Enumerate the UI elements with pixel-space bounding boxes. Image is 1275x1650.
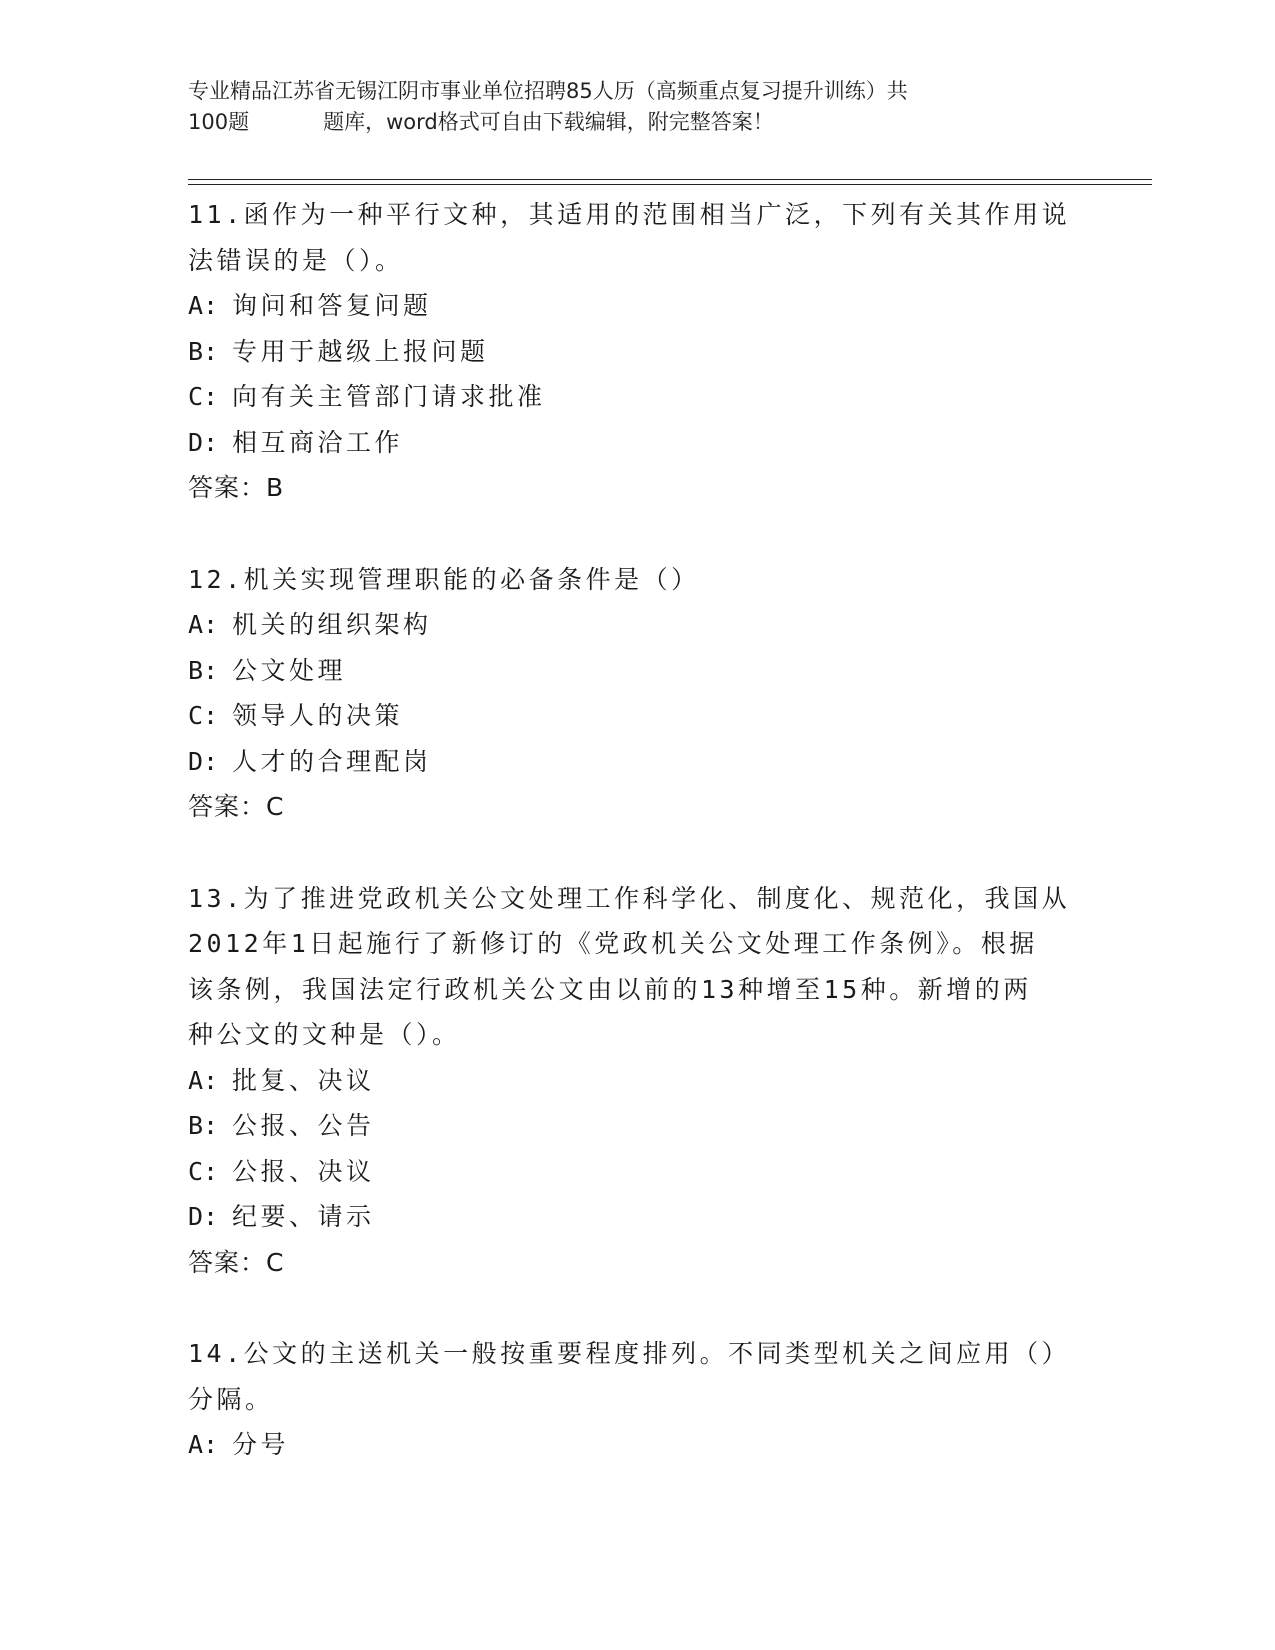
option-text: 相互商洽工作	[232, 427, 404, 457]
question-11	[188, 192, 1088, 511]
option-text: 公报、决议	[232, 1156, 375, 1186]
option-letter: D:	[188, 746, 219, 776]
option-text: 机关的组织架构	[232, 610, 432, 639]
option-a	[188, 1422, 1088, 1468]
question-stem-line: 法错误的是（）。	[188, 245, 404, 275]
option-b	[188, 329, 1088, 375]
option-d	[188, 739, 1088, 785]
option-a	[188, 1058, 1088, 1104]
question-stem-line: 2012年1日起施行了新修订的《党政机关公文处理工作条例》。根据	[188, 929, 1038, 958]
answer-line: 答案：C	[188, 1247, 285, 1277]
header-line-2	[188, 107, 1088, 138]
option-letter: B:	[188, 655, 219, 685]
header-divider-top	[188, 179, 1152, 180]
option-letter: D:	[188, 1202, 219, 1231]
option-text: 批复、决议	[232, 1065, 375, 1095]
option-c	[188, 1149, 1088, 1195]
option-letter: A:	[188, 1430, 219, 1459]
option-text: 专用于越级上报问题	[232, 336, 489, 366]
option-letter: A:	[188, 1065, 219, 1095]
question-13	[188, 876, 1088, 1286]
option-a	[188, 283, 1088, 329]
option-text: 公报、公告	[232, 1111, 375, 1140]
header-divider-bottom	[188, 184, 1152, 185]
option-letter: B:	[188, 1111, 219, 1140]
header-line-1: 专业精品江苏省无锡江阴市事业单位招聘85人历（高频重点复习提升训练）共	[188, 79, 908, 103]
question-stem-line: 种公文的文种是（）。	[188, 1020, 461, 1049]
option-text: 领导人的决策	[232, 701, 404, 730]
header-question-count: 100题	[188, 110, 250, 134]
answer-line: 答案：B	[188, 473, 285, 502]
question-stem-line: 11.函作为一种平行文种，其适用的范围相当广泛，下列有关其作用说	[188, 200, 1071, 229]
answer-line: 答案：C	[188, 792, 285, 821]
option-letter: C:	[188, 1156, 219, 1186]
question-list	[188, 192, 1088, 1468]
option-letter: D:	[188, 427, 219, 457]
option-text: 分号	[232, 1430, 290, 1459]
option-letter: C:	[188, 701, 219, 730]
option-d	[188, 1194, 1088, 1240]
option-a	[188, 602, 1088, 648]
question-stem-line: 该条例，我国法定行政机关公文由以前的13种增至15种。新增的两	[188, 974, 1032, 1004]
question-14	[188, 1331, 1088, 1468]
option-letter: C:	[188, 382, 219, 411]
option-text: 向有关主管部门请求批准	[232, 382, 546, 411]
question-12	[188, 557, 1088, 830]
option-d	[188, 420, 1088, 466]
option-letter: B:	[188, 336, 219, 366]
question-stem-line: 分隔。	[188, 1384, 274, 1414]
question-stem-line: 12.机关实现管理职能的必备条件是（）	[188, 564, 700, 594]
header-description: 题库，word格式可自由下载编辑，附完整答案！	[323, 110, 774, 134]
option-letter: A:	[188, 610, 219, 639]
option-text: 询问和答复问题	[232, 291, 432, 320]
option-text: 纪要、请示	[232, 1202, 375, 1231]
option-letter: A:	[188, 291, 219, 320]
question-stem-line: 13.为了推进党政机关公文处理工作科学化、制度化、规范化，我国从	[188, 883, 1071, 913]
option-c	[188, 374, 1088, 420]
option-b	[188, 648, 1088, 694]
option-b	[188, 1103, 1088, 1149]
question-stem-line: 14.公文的主送机关一般按重要程度排列。不同类型机关之间应用（）	[188, 1339, 1071, 1368]
option-text: 人才的合理配岗	[232, 746, 432, 776]
option-text: 公文处理	[232, 655, 347, 685]
option-c	[188, 693, 1088, 739]
document-header	[188, 76, 1088, 138]
